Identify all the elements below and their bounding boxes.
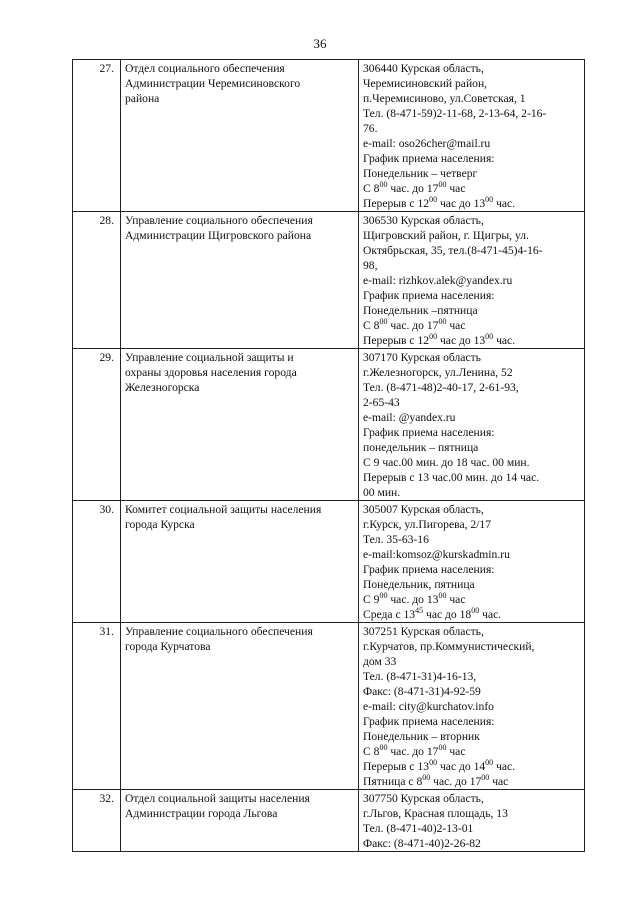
schedule-text: С 9 <box>363 593 380 606</box>
schedule-text: час до 14 <box>437 760 486 773</box>
contact-info-line: С 9 час.00 мин. до 18 час. 00 мин. <box>363 456 530 469</box>
schedule-text: час. до 17 <box>387 745 439 758</box>
contact-info-line: График приема населения: <box>363 563 495 576</box>
schedule-text: Среда с 13 <box>363 608 416 621</box>
schedule-text: Пятница с 8 <box>363 775 423 788</box>
schedule-text: час <box>489 775 509 788</box>
page-number: 36 <box>313 36 327 51</box>
contact-info-line: e-mail: oso26cher@mail.ru <box>363 137 491 150</box>
organization-name-line: Администрации Щигровского района <box>125 229 312 242</box>
contact-info-line: График приема населения: <box>363 152 495 165</box>
contact-info-line: Октябрьская, 35, тел.(8-471-45)4-16- <box>363 244 543 257</box>
minutes-superscript: 00 <box>481 773 490 782</box>
schedule-text: Перерыв с 13 <box>363 760 430 773</box>
organization-name-line: Отдел социальной защиты населения <box>125 792 310 805</box>
schedule-line <box>363 318 580 333</box>
minutes-superscript: 00 <box>379 317 388 326</box>
schedule-text: час. до 17 <box>387 182 439 195</box>
contact-info-line: График приема населения: <box>363 289 495 302</box>
contact-info <box>359 60 585 212</box>
schedule-text: час до 13 <box>437 334 486 347</box>
table-row <box>73 623 585 790</box>
schedule-text: час. <box>493 197 516 210</box>
organization-name <box>121 60 359 212</box>
contact-info-line: 307251 Курская область, <box>363 625 484 638</box>
organization-name-line: Управление социального обеспечения <box>125 625 313 638</box>
contact-info-line: 306530 Курская область, <box>363 214 484 227</box>
minutes-superscript: 00 <box>379 743 388 752</box>
contact-info-line: Понедельник, пятница <box>363 578 475 591</box>
contact-info <box>359 790 585 852</box>
organization-name-line: охраны здоровья населения города <box>125 366 297 379</box>
organization-name-line: Управление социальной защиты и <box>125 351 294 364</box>
organization-name-line: Управление социального обеспечения <box>125 214 313 227</box>
schedule-line <box>363 181 580 196</box>
schedule-line <box>363 592 580 607</box>
schedule-line <box>363 744 580 759</box>
schedule-text: Перерыв с 12 <box>363 334 430 347</box>
organization-name <box>121 623 359 790</box>
contact-info-line: Щигровский район, г. Щигры, ул. <box>363 229 529 242</box>
contact-info-line: Тел. (8-471-40)2-13-01 <box>363 822 474 835</box>
row-number: 27. <box>73 60 121 212</box>
row-number: 28. <box>73 212 121 349</box>
schedule-text: час. до 17 <box>430 775 482 788</box>
contact-info-line: г.Курск, ул.Пигорева, 2/17 <box>363 518 492 531</box>
minutes-superscript: 00 <box>485 332 494 341</box>
minutes-superscript: 00 <box>485 195 494 204</box>
schedule-text: С 8 <box>363 745 380 758</box>
table-row <box>73 212 585 349</box>
row-number: 32. <box>73 790 121 852</box>
organization-name-line: Железногорска <box>125 381 200 394</box>
organization-name <box>121 349 359 501</box>
minutes-superscript: 00 <box>379 591 388 600</box>
minutes-superscript: 00 <box>471 606 480 615</box>
contact-info-line: Тел. (8-471-31)4-16-13, <box>363 670 477 683</box>
organization-name-line: Отдел социального обеспечения <box>125 62 285 75</box>
contact-info-line: Тел. (8-471-59)2-11-68, 2-13-64, 2-16- <box>363 107 547 120</box>
contact-info-line: e-mail: city@kurchatov.info <box>363 700 494 713</box>
organization-name-line: города Курска <box>125 518 195 531</box>
organization-name-line: города Курчатова <box>125 640 211 653</box>
table-row <box>73 790 585 852</box>
contact-info <box>359 623 585 790</box>
schedule-text: час до 18 <box>423 608 472 621</box>
minutes-superscript: 00 <box>438 743 447 752</box>
contact-info-line: г.Железногорск, ул.Ленина, 52 <box>363 366 513 379</box>
organization-name <box>121 501 359 623</box>
contact-info-line: 00 мин. <box>363 486 401 499</box>
table-body <box>73 60 585 852</box>
schedule-line <box>363 333 580 348</box>
schedule-text: час. до 17 <box>387 319 439 332</box>
minutes-superscript: 00 <box>429 332 438 341</box>
schedule-line <box>363 196 580 211</box>
minutes-superscript: 00 <box>429 195 438 204</box>
contact-info-line: Перерыв с 13 час.00 мин. до 14 час. <box>363 471 540 484</box>
contact-info-line: График приема населения: <box>363 426 495 439</box>
schedule-text: час до 13 <box>437 197 486 210</box>
schedule-text: час. <box>493 334 516 347</box>
contact-info-line: 307170 Курская область <box>363 351 481 364</box>
contact-info-line: Понедельник – четверг <box>363 167 478 180</box>
schedule-text: час <box>446 745 466 758</box>
minutes-superscript: 00 <box>379 180 388 189</box>
minutes-superscript: 00 <box>438 180 447 189</box>
table-row <box>73 60 585 212</box>
contact-info-line: e-mail: @yandex.ru <box>363 411 456 424</box>
minutes-superscript: 00 <box>438 591 447 600</box>
organization-name-line: Комитет социальной защиты населения <box>125 503 322 516</box>
table-row <box>73 501 585 623</box>
contact-info-line: 2-65-43 <box>363 396 400 409</box>
contact-info-line: График приема населения: <box>363 715 495 728</box>
contact-info-line: 306440 Курская область, <box>363 62 484 75</box>
contact-info-line: г.Курчатов, пр.Коммунистический, <box>363 640 535 653</box>
minutes-superscript: 00 <box>485 758 494 767</box>
contact-info-line: Тел. (8-471-48)2-40-17, 2-61-93, <box>363 381 519 394</box>
social-services-table <box>72 59 585 852</box>
contact-info-line: 305007 Курская область, <box>363 503 484 516</box>
contact-info-line: e-mail: rizhkov.alek@yandex.ru <box>363 274 513 287</box>
schedule-text: час. <box>493 760 516 773</box>
organization-name-line: Администрации Черемисиновского <box>125 77 301 90</box>
schedule-text: час <box>446 182 466 195</box>
schedule-text: С 8 <box>363 182 380 195</box>
table-row <box>73 349 585 501</box>
contact-info <box>359 349 585 501</box>
contact-info-line: г.Льгов, Красная площадь, 13 <box>363 807 508 820</box>
contact-info-line: Факс: (8-471-31)4-92-59 <box>363 685 481 698</box>
schedule-line <box>363 774 580 789</box>
organization-name-line: района <box>125 92 160 105</box>
minutes-superscript: 00 <box>422 773 431 782</box>
row-number: 29. <box>73 349 121 501</box>
contact-info-line: 307750 Курская область, <box>363 792 484 805</box>
organization-name <box>121 790 359 852</box>
schedule-text: Перерыв с 12 <box>363 197 430 210</box>
contact-info-line: e-mail:komsoz@kurskadmin.ru <box>363 548 510 561</box>
minutes-superscript: 00 <box>438 317 447 326</box>
contact-info-line: Тел. 35-63-16 <box>363 533 429 546</box>
organization-name-line: Администрации города Льгова <box>125 807 278 820</box>
schedule-text: С 8 <box>363 319 380 332</box>
contact-info-line: п.Черемисиново, ул.Советская, 1 <box>363 92 526 105</box>
schedule-line <box>363 607 580 622</box>
contact-info-line: 98, <box>363 259 378 272</box>
schedule-text: час. до 13 <box>387 593 439 606</box>
row-number: 31. <box>73 623 121 790</box>
contact-info-line: Понедельник – вторник <box>363 730 480 743</box>
row-number: 30. <box>73 501 121 623</box>
organization-name <box>121 212 359 349</box>
contact-info-line: 76. <box>363 122 378 135</box>
contact-info-line: Факс: (8-471-40)2-26-82 <box>363 837 481 850</box>
contact-info-line: понедельник – пятница <box>363 441 479 454</box>
contact-info <box>359 212 585 349</box>
minutes-superscript: 45 <box>415 606 424 615</box>
minutes-superscript: 00 <box>429 758 438 767</box>
schedule-line <box>363 759 580 774</box>
schedule-text: час <box>446 593 466 606</box>
contact-info-line: дом 33 <box>363 655 397 668</box>
contact-info <box>359 501 585 623</box>
schedule-text: час <box>446 319 466 332</box>
contact-info-line: Понедельник –пятница <box>363 304 478 317</box>
contact-info-line: Черемисиновский район, <box>363 77 488 90</box>
schedule-text: час. <box>479 608 502 621</box>
